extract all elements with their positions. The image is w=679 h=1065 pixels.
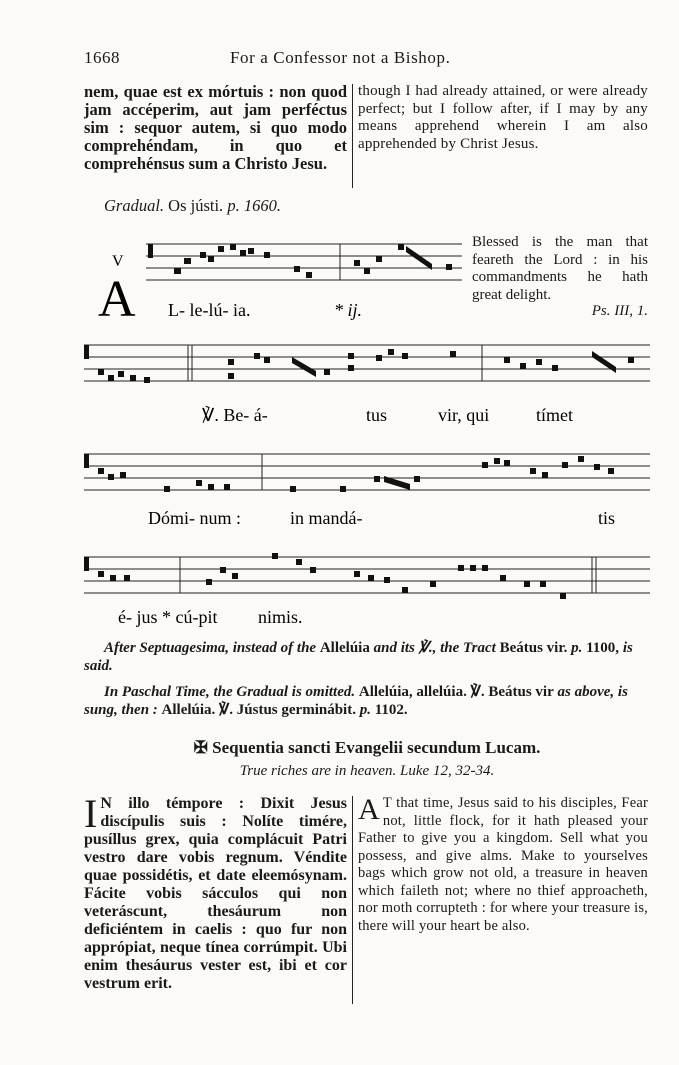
verse-staff-2 <box>84 442 650 532</box>
cross-icon: ✠ <box>193 738 208 757</box>
column-divider <box>352 796 353 1004</box>
epistle-english-column: though I had already attained, or were already perfect; but I follow after, if I may by any means apprehend wherein I am also apprehended by Christ Jesus. <box>358 83 648 152</box>
verse-2-syl-2: in mandá- <box>290 508 363 528</box>
gospel-english-initial: A <box>358 793 380 826</box>
verse-1-syl-1: ℣. Be- á- <box>202 405 268 425</box>
gradual-page-ref: p. 1660. <box>227 196 281 215</box>
verse-staff-3 <box>84 545 650 630</box>
alleluia-repeat-mark: * ij. <box>334 300 363 320</box>
gradual-label: Gradual. <box>104 196 165 215</box>
gospel-latin-column: I N illo témpore : Dixit Jesus discípulis suis : Nolíte timére, pusíllus grex, quia complácuit Patri vestro dare vobis regnum. Véndite quae possidétis, et date eleemósynam. Fácite vobis sácculos qui non veteráscunt, thesáurum non deficiéntem in caelis : quo fur non apprópiat, neque tínea corrúmpit. Ubi enim thesáurus vester est, ibi et cor vestrum erit. <box>84 791 347 992</box>
verse-1-syl-3: vir, qui <box>438 405 490 425</box>
verse-3-syl-1: é- jus * cú-pit <box>118 607 218 627</box>
running-title: For a Confessor not a Bishop. <box>230 48 451 67</box>
verse-2-syl-3: tis <box>598 508 616 528</box>
gospel-subtitle: True riches are in heaven. Luke 12, 32-34. <box>239 763 495 779</box>
rubric-septuagesima: After Septuagesima, instead of the Allelúia and its ℣., the Tract Beátus vir. p. 1100, is said. <box>84 640 633 674</box>
verse-3-syl-2: nimis. <box>258 607 303 627</box>
verse-staff-1 <box>84 335 650 430</box>
alleluia-staff <box>84 230 474 320</box>
column-divider <box>352 84 353 188</box>
verse-1-syl-2: tus <box>366 405 388 425</box>
gospel-latin-initial: I <box>84 791 98 836</box>
mode-mark: V <box>112 253 124 270</box>
alleluia-syllables: L- le-lú- ia. <box>168 300 251 320</box>
gradual-text: Os jústi. <box>168 196 224 215</box>
alleluia-initial: A <box>98 271 136 320</box>
alleluia-neumes <box>148 244 452 278</box>
rubric-paschal: In Paschal Time, the Gradual is omitted. Allelúia, allelúia. ℣. Beátus vir as above, is sung, then : Allelúia. ℣. Jústus germinábit. p. 1102. <box>84 684 628 718</box>
psalm-reference: Ps. III, 1. <box>591 303 648 319</box>
gospel-title: ✠ Sequentia sancti Evangelii secundum Lucam. <box>193 738 541 757</box>
verse-2-syl-1: Dómi- num : <box>148 508 241 528</box>
epistle-latin-column: nem, quae est ex mórtuis : non quod jam accéperim, aut jam perféctus sim : sequor autem, si quo modo comprehéndam, in quo et comprehénsus sum a Christo Jesu. <box>84 82 347 173</box>
psalm-english: Blessed is the man that feareth the Lord : in his commandments he hath great delight. <box>472 234 648 303</box>
page-number: 1668 <box>84 48 120 67</box>
verse-1-syl-4: tímet <box>536 405 573 425</box>
gospel-english-column: A T that time, Jesus said to his disciples, Fear not, little flock, for it hath pleased your Father to give you a kingdom. Sell what you possess, and give alms. Make to yourselves bags which grow not old, a treasure in heaven which faileth not; where no thief approacheth, nor moth corrupteth : for where your treasure is, there will your heart be also. <box>358 793 648 934</box>
gradual-reference <box>104 196 281 216</box>
